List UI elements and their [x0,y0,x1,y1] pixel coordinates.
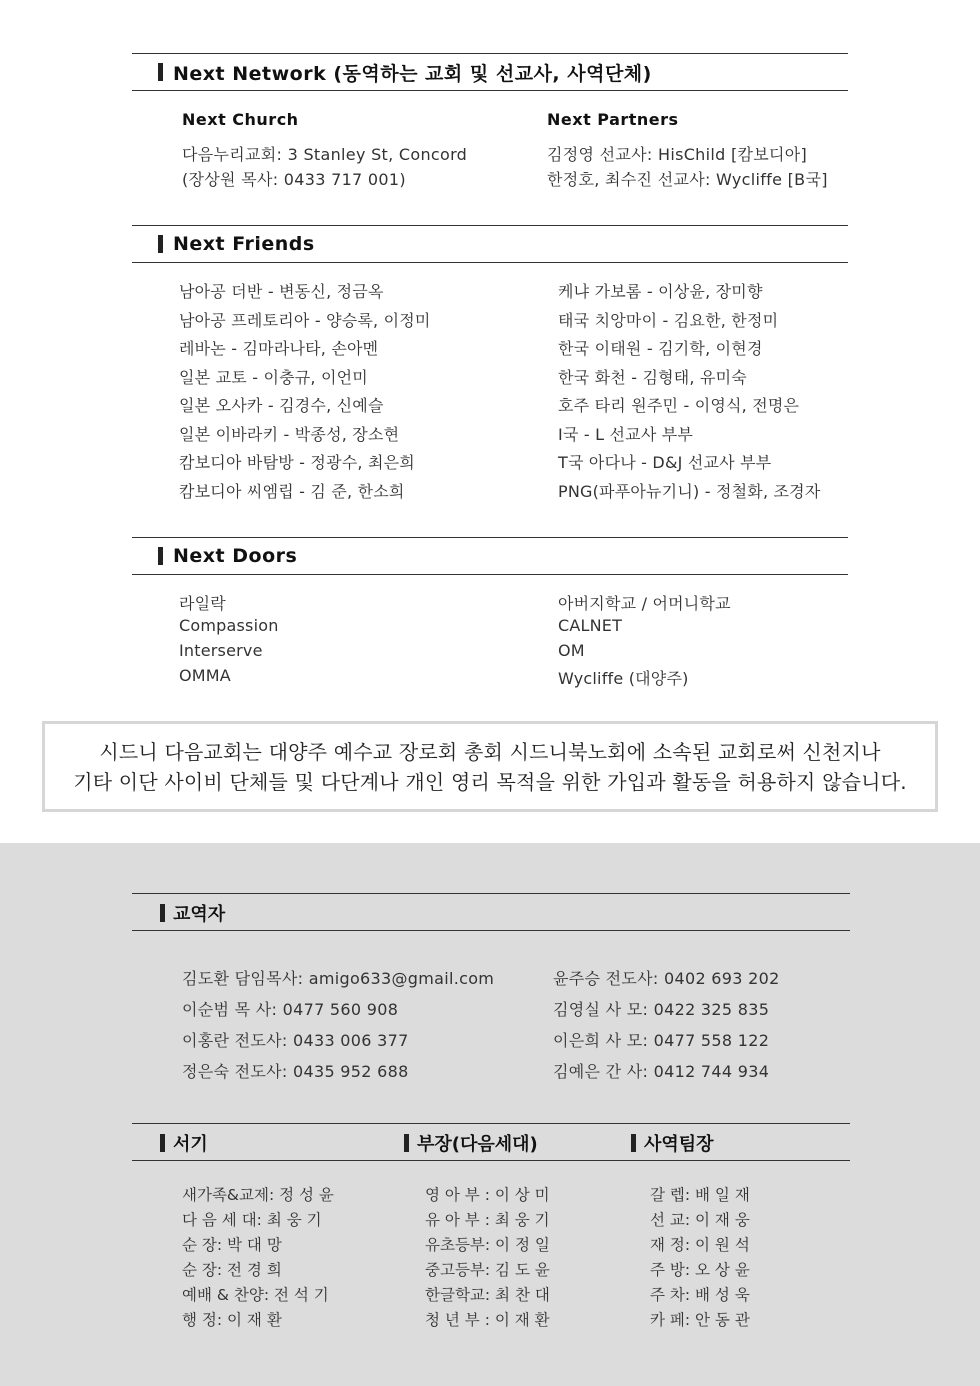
doors-right-list [558,591,731,691]
list-item: 선 교: 이 재 웅 [650,1211,750,1229]
list-item: 예배 & 찬양: 전 석 기 [182,1286,329,1304]
list-item: Compassion [179,616,279,635]
network-title: Next Network (동역하는 교회 및 선교사, 사역단체) [173,62,652,85]
list-item: OM [558,641,585,660]
minister-left-4: 정은숙 전도사: 0435 952 688 [182,1062,409,1081]
ministers-header [132,893,850,931]
ministers-heading [160,894,225,932]
next-partner-2: 한정호, 최수진 선교사: Wycliffe [B국] [547,170,828,189]
minister-right-3: 이은희 사 모: 0477 558 122 [553,1031,770,1050]
list-item: 행 정: 이 재 환 [182,1311,282,1329]
list-item: CALNET [558,616,623,635]
list-item: 한국 화천 - 김형태, 유미숙 [558,367,747,387]
elders-list [182,1183,334,1333]
notice-box [42,721,938,812]
list-item: 아버지학교 / 어머니학교 [558,594,731,613]
list-item: 캄보디아 바탐방 - 정광수, 최은희 [179,453,415,472]
list-item: 주 차: 배 성 욱 [650,1286,750,1304]
friends-title: Next Friends [173,233,315,255]
minister-left-3: 이홍란 전도사: 0433 006 377 [182,1031,409,1050]
list-item: 재 정: 이 원 석 [650,1236,750,1254]
list-item: 호주 타리 원주민 - 이영식, 전명은 [558,396,800,415]
list-item: 태국 치앙마이 - 김요한, 한정미 [558,310,779,330]
list-item: T국 아다나 - D&J 선교사 부부 [558,453,772,472]
leaders-header [132,1123,850,1161]
list-item: 순 장: 박 대 망 [182,1236,282,1254]
friends-left-list [179,279,431,507]
friends-right-list [558,279,821,507]
list-item: Interserve [179,641,263,660]
minister-left-1: 김도환 담임목사: amigo633@gmail.com [182,969,495,988]
departments-heading [404,1124,538,1162]
list-item: I국 - L 선교사 부부 [558,424,694,444]
list-item: 카 페: 안 동 관 [650,1311,750,1329]
notice-line-2: 기타 이단 사이비 단체들 및 다단계나 개인 영리 목적을 위한 가입과 활동을 허용하지 않습니다. [73,769,907,794]
section-marker-icon [160,904,165,922]
list-item: PNG(파푸아뉴기니) - 정철화, 조경자 [558,481,821,501]
section-marker-icon [404,1134,409,1152]
next-partners-title: Next Partners [547,110,679,129]
network-header [132,53,848,91]
list-item: 유 아 부 : 최 웅 기 [425,1211,550,1229]
next-church-title: Next Church [182,110,299,129]
doors-title: Next Doors [173,545,298,567]
section-marker-icon [158,235,163,253]
list-item: 일본 이바라키 - 박종성, 장소현 [179,424,400,444]
minister-left-2: 이순범 목 사: 0477 560 908 [182,1000,399,1019]
next-partner-1: 김정영 선교사: HisChild [캄보디아] [547,145,808,164]
list-item: 순 장: 전 경 희 [182,1261,282,1279]
next-church-address: 다음누리교회: 3 Stanley St, Concord [182,145,468,164]
list-item: 다 음 세 대: 최 웅 기 [182,1211,322,1229]
minister-right-4: 김예은 간 사: 0412 744 934 [553,1062,770,1081]
doors-header [132,537,848,575]
list-item: 새가족&교제: 정 성 윤 [182,1186,334,1204]
doors-left-list [179,591,279,691]
departments-title: 부장(다음세대) [417,1134,538,1155]
list-item: 라일락 [179,594,226,613]
ministers-title: 교역자 [173,904,226,925]
list-item: 남아공 더반 - 변동신, 정금옥 [179,282,384,301]
list-item: 갈 렙: 배 일 재 [650,1186,750,1204]
list-item: 캄보디아 씨엠립 - 김 준, 한소희 [179,481,405,501]
notice-line-1: 시드니 다음교회는 대양주 예수교 장로회 총회 시드니북노회에 소속된 교회로써 신천지나 [99,739,881,764]
section-marker-icon [158,63,163,81]
minister-right-1: 윤주승 전도사: 0402 693 202 [553,969,780,988]
list-item: 일본 오사카 - 김경수, 신예슬 [179,396,384,415]
list-item: OMMA [179,666,231,685]
list-item: 한글학교: 최 찬 대 [425,1286,550,1304]
departments-list [425,1183,550,1333]
friends-header [132,225,848,263]
teams-title: 사역팀장 [644,1134,714,1155]
section-marker-icon [160,1134,165,1152]
list-item: 케냐 가보롬 - 이상윤, 장미향 [558,282,763,301]
list-item: 주 방: 오 상 윤 [650,1261,750,1279]
section-marker-icon [631,1134,636,1152]
minister-right-2: 김영실 사 모: 0422 325 835 [553,1000,770,1019]
list-item: 일본 교토 - 이충규, 이언미 [179,367,368,387]
list-item: 청 년 부 : 이 재 환 [425,1311,550,1329]
list-item: 레바논 - 김마라나타, 손아멘 [179,339,379,358]
teams-list [650,1183,750,1333]
elders-title: 서기 [173,1134,208,1155]
list-item: 한국 이태원 - 김기학, 이현경 [558,339,763,358]
list-item: 영 아 부 : 이 상 미 [425,1186,550,1204]
list-item: 남아공 프레토리아 - 양승록, 이정미 [179,310,431,330]
section-marker-icon [158,547,163,565]
elders-heading [160,1124,208,1162]
next-church-contact: (장상원 목사: 0433 717 001) [182,170,406,189]
teams-heading [631,1124,714,1162]
list-item: 중고등부: 김 도 윤 [425,1261,550,1279]
list-item: 유초등부: 이 정 일 [425,1236,550,1254]
list-item: Wycliffe (대양주) [558,669,689,688]
